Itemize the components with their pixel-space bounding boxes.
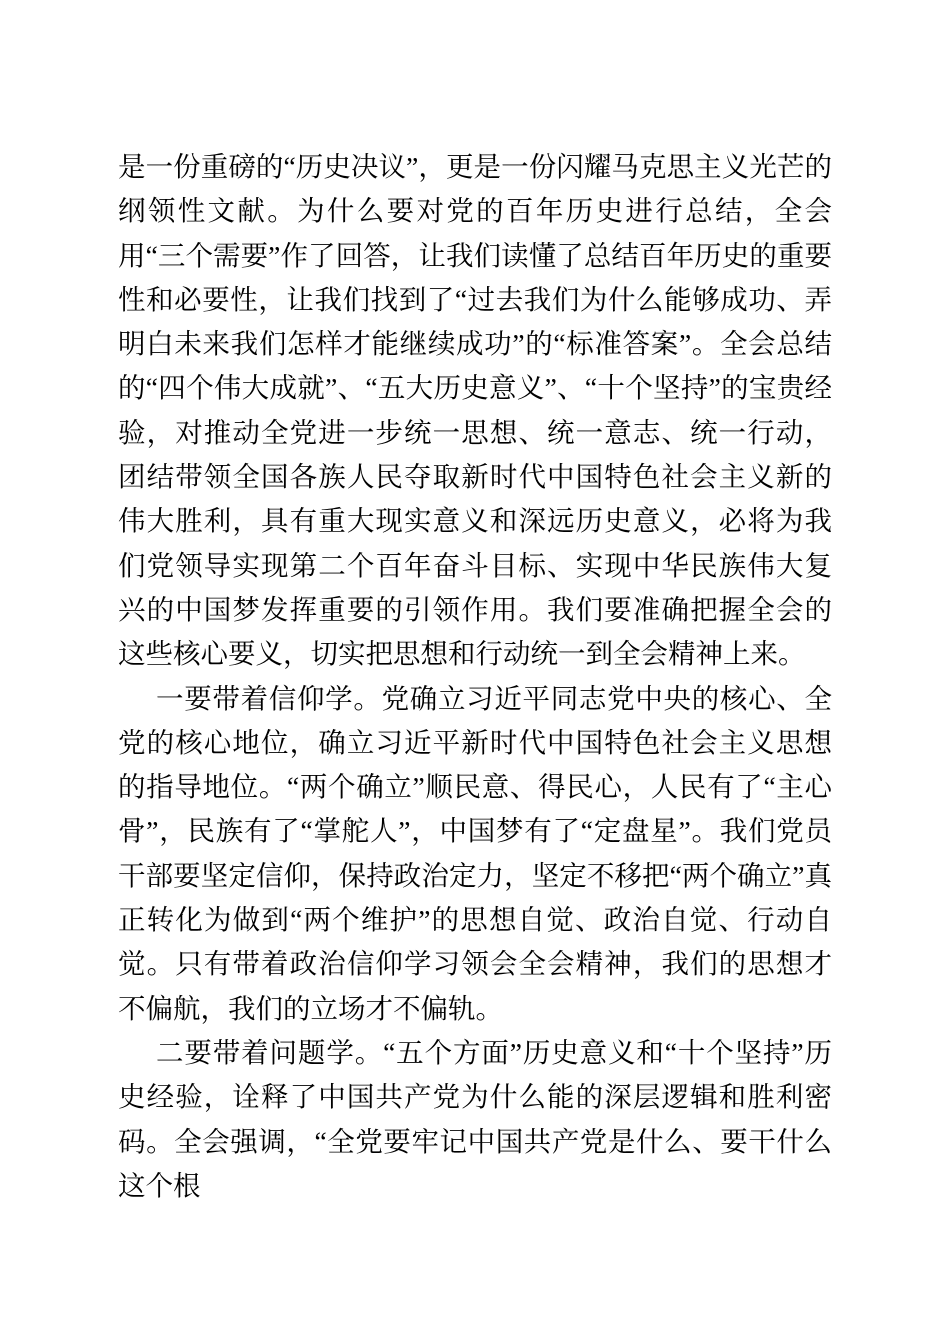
body-paragraph-1: 是一份重磅的“历史决议”，更是一份闪耀马克思主义光芒的纲领性文献。为什么要对党的百年历史进行总结，全会用“三个需要”作了回答，让我们读懂了总结百年历史的重要性和必要性，让我们找到了“过去我们为什么能够成功、弄明白未来我们怎样才能继续成功”的“标准答案”。全会总结的“四个伟大成就”、“五大历史意义”、“十个坚持”的宝贵经验，对推动全党进一步统一思想、统一意志、统一行动，团结带领全国各族人民夺取新时代中国特色社会主义新的伟大胜利，具有重大现实意义和深远历史意义，必将为我们党领导实现第二个百年奋斗目标、实现中华民族伟大复兴的中国梦发挥重要的引领作用。我们要准确把握全会的这些核心要义，切实把思想和行动统一到全会精神上来。 (118, 151, 832, 670)
body-paragraph-2: 一要带着信仰学。党确立习近平同志党中央的核心、全党的核心地位，确立习近平新时代中国特色社会主义思想的指导地位。“两个确立”顺民意、得民心，人民有了“主心骨”，民族有了“掌舵人”，中国梦有了“定盘星”。我们党员干部要坚定信仰，保持政治定力，坚定不移把“两个确立”真正转化为做到“两个维护”的思想自觉、政治自觉、行动自觉。只有带着政治信仰学习领会全会精神，我们的思想才不偏航，我们的立场才不偏轨。 (118, 682, 832, 1024)
body-paragraph-3: 二要带着问题学。“五个方面”历史意义和“十个坚持”历史经验，诠释了中国共产党为什么能的深层逻辑和胜利密码。全会强调，“全党要牢记中国共产党是什么、要干什么这个根 (118, 1036, 832, 1201)
